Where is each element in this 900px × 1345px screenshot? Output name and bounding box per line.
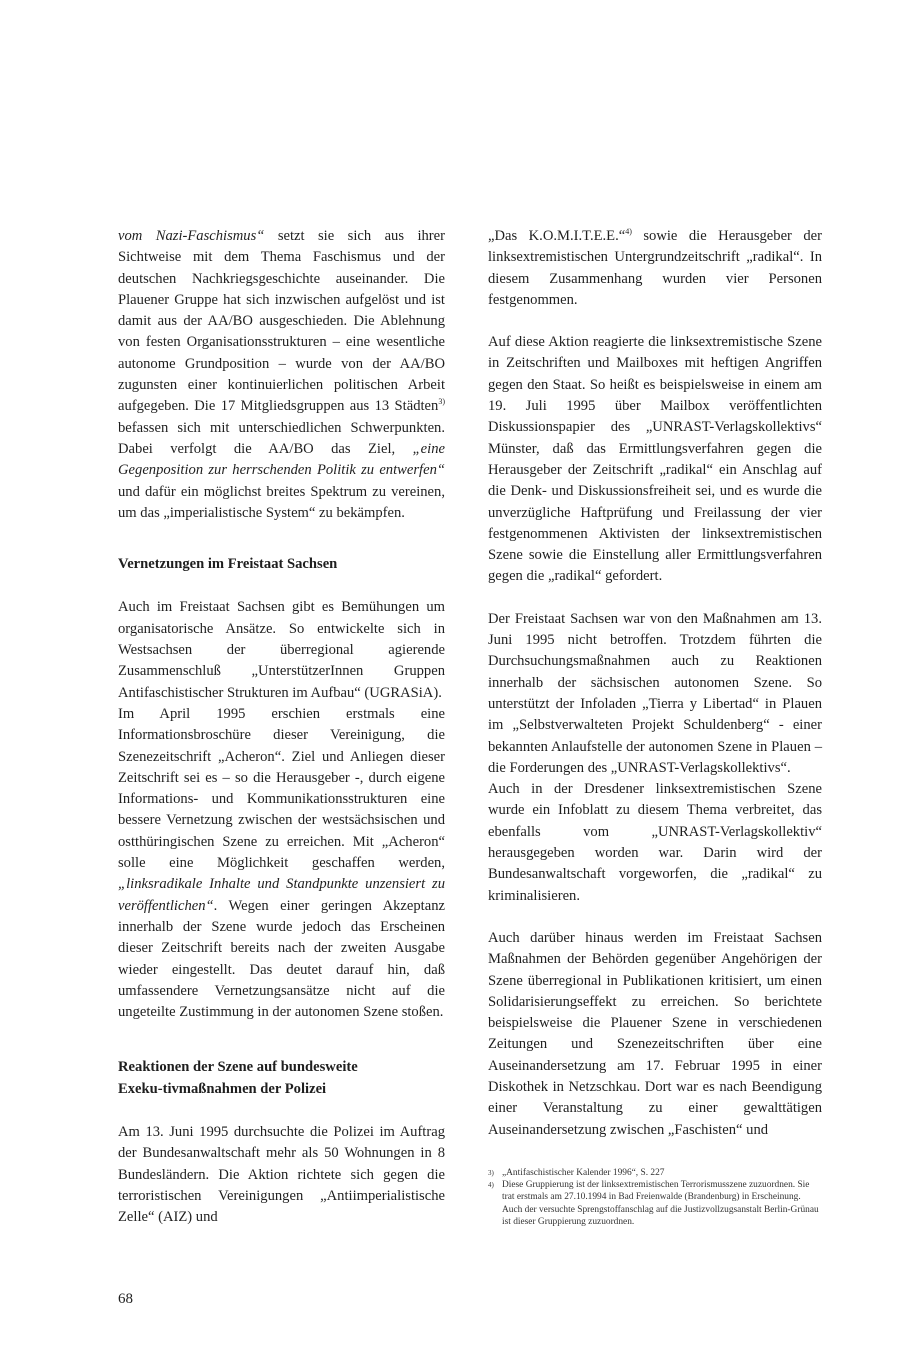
italic-quote: „linksradikale Inhalte und Standpunkte unzensiert zu veröffentlichen“ <box>118 876 445 914</box>
paragraph <box>488 609 822 779</box>
footnote-text: Diese Gruppierung ist der linksextremistischen Terrorismusszene zuzuordnen. Sie trat erstmals am 27.10.1994 in Bad Freienwalde (Brandenburg) in Erscheinung. Auch der versuchte Sprengstoffanschlag auf die Justizvollzugsanstalt Berlin-Grünau ist dieser Gruppierung zuzuordnen. <box>502 1180 819 1228</box>
footnote-number: 3) <box>488 1168 494 1177</box>
text-run: Der Freistaat Sachsen war von den Maßnahmen am 13. Juni 1995 nicht betroffen. Trotzdem führten die Durchsuchungsmaßnahmen auch zu Reaktionen innerhalb der sächsischen autonomen Szene. So unterstützt der Infoladen „Tierra y Libertad“ in Plauen im „Selbstverwalteten Projekt Schuldenberg“ - einer bekannten Anlaufstelle der autonomen Szene in Plauen – die Forderungen des „UNRAST-Verlagskollektivs“. <box>488 610 822 776</box>
paragraph <box>118 597 445 703</box>
footnote <box>488 1167 822 1179</box>
text-run: Auch im Freistaat Sachsen gibt es Bemühungen um organisatorische Ansätze. So entwickelte sich in Westsachsen der überregional agierende Zusammenschluß „UnterstützerInnen Gruppen Antifaschistischer Strukturen im Aufbau“ (UGRASiA). <box>118 599 445 701</box>
section-heading <box>118 1057 445 1100</box>
text-run: Auf diese Aktion reagierte die linksextremistische Szene in Zeitschriften und Mailboxes mit heftigen Angriffen gegen den Staat. So heißt es beispielsweise in einem am 19. Juli 1995 über Mailbox veröffentlichten Diskussionspapier des „UNRAST-Verlagskollektivs“ Münster, daß das Ermittlungsverfahren gegen die Herausgeber der Zeitschrift „radikal“ ein Anschlag auf die Denk- und Diskussionsfreiheit sei, und es wurde die unverzügliche Haftprüfung und Freilassung der vier festgenommenen Aktivisten der linksextremistischen Szene sowie die Einstellung aller Ermittlungsverfahren gegen die „radikal“ gefordert. <box>488 334 822 585</box>
text-run: „Das K.O.M.I.T.E.E.“ <box>488 228 626 244</box>
text-run: . Wegen einer geringen Akzeptanz innerhalb der Szene wurde jedoch das Erscheinen dieser Zeitschrift bereits nach der zweiten Ausgabe wieder eingestellt. Das deutet darauf hin, daß umfassendere Vernetzungsansätze nicht auf die ungeteilte Zustimmung in der autonomen Szene stoßen. <box>118 897 445 1021</box>
text-run: und dafür ein möglichst breites Spektrum zu vereinen, um das „imperialistische System“ zu bekämpfen. <box>118 483 445 521</box>
heading-line: Exeku-tivmaßnahmen der Polizei <box>118 1080 327 1097</box>
text-run: Auch darüber hinaus werden im Freistaat Sachsen Maßnahmen der Behörden gegenüber Angehörigen der Szene überregional in Publikationen kritisiert, um einen Solidarisierungseffekt zu erreichen. So berichtete beispielsweise die Plauener Szene in verschiedenen Zeitungen und Szenezeitschriften über eine Auseinandersetzung am 17. Februar 1995 in einer Diskothek in Netzschkau. Dort war es nach Beendigung einer Veranstaltung zu einer gewalttätigen Auseinandersetzung zwischen „Faschisten“ und <box>488 929 822 1138</box>
paragraph <box>118 704 445 1023</box>
paragraph <box>488 779 822 907</box>
footnote-text: „Antifaschistischer Kalender 1996“, S. 227 <box>502 1167 665 1178</box>
paragraph <box>488 332 822 588</box>
footnote-ref: 4) <box>625 227 632 236</box>
footnote <box>488 1179 822 1228</box>
footnote-number: 4) <box>488 1181 494 1190</box>
page-number: 68 <box>118 1291 133 1307</box>
paragraph <box>118 226 445 524</box>
text-run: Im April 1995 erschien erstmals eine Informationsbroschüre dieser Vereinigung, die Szenezeitschrift „Acheron“. Ziel und Anliegen dieser Zeitschrift sei es – so die Herausgeber -, durch eigene Informations- und Kommunikationsstrukturen eine bessere Vernetzung zwischen der westsächsischen und ostthüringischen Szene zu erreichen. Mit „Acheron“ solle eine Möglichkeit geschaffen werden, <box>118 705 445 872</box>
text-run: Auch in der Dresdener linksextremistischen Szene wurde ein Infoblatt zu diesem Thema verbreitet, das ebenfalls vom „UNRAST-Verlagskollektiv“ herausgegeben worden war. Darin wird der Bundesanwaltschaft vorgeworfen, die „radikal“ zu kriminalisieren. <box>488 781 822 904</box>
text-run: sowie die Herausgeber der linksextremistischen Untergrundzeitschrift „radikal“. In diesem Zusammenhang wurden vier Personen festgenommen. <box>488 228 822 308</box>
left-column <box>118 226 445 1228</box>
paragraph <box>488 928 822 1141</box>
paragraph <box>118 1122 445 1228</box>
text-run: befassen sich mit unterschiedlichen Schwerpunkten. Dabei verfolgt die AA/BO das Ziel, <box>118 419 445 457</box>
heading-line: Reaktionen der Szene auf bundesweite <box>118 1059 358 1076</box>
footnotes <box>488 1167 822 1228</box>
section-heading: Vernetzungen im Freistaat Sachsen <box>118 556 338 573</box>
right-column <box>488 226 822 1228</box>
italic-quote: „eine Gegenposition zur herrschenden Politik zu entwerfen“ <box>118 440 445 479</box>
text-run: setzt sie sich aus ihrer Sichtweise mit dem Thema Faschismus und der deutschen Nachkriegsgeschichte auseinander. Die Plauener Gruppe hat sich inzwischen aufgelöst und ist damit aus der AA/BO ausgeschieden. Die Ablehnung von festen Organisationsstrukturen – eine wesentliche autonome Grundposition – wurde von der AA/BO zugunsten einer kontinuierlichen politischen Arbeit aufgegeben. Die 17 Mitgliedsgruppen aus 13 Städten <box>118 228 445 415</box>
footnote-ref: 3) <box>438 397 445 407</box>
italic-quote: vom Nazi-Faschismus“ <box>118 228 265 244</box>
paragraph <box>488 226 822 311</box>
text-run: Am 13. Juni 1995 durchsuchte die Polizei im Auftrag der Bundesanwaltschaft mehr als 50 Wohnungen in 8 Bundesländern. Die Aktion richtete sich gegen die terroristischen Vereinigungen „Antiimperialistische Zelle“ (AIZ) und <box>118 1123 445 1226</box>
